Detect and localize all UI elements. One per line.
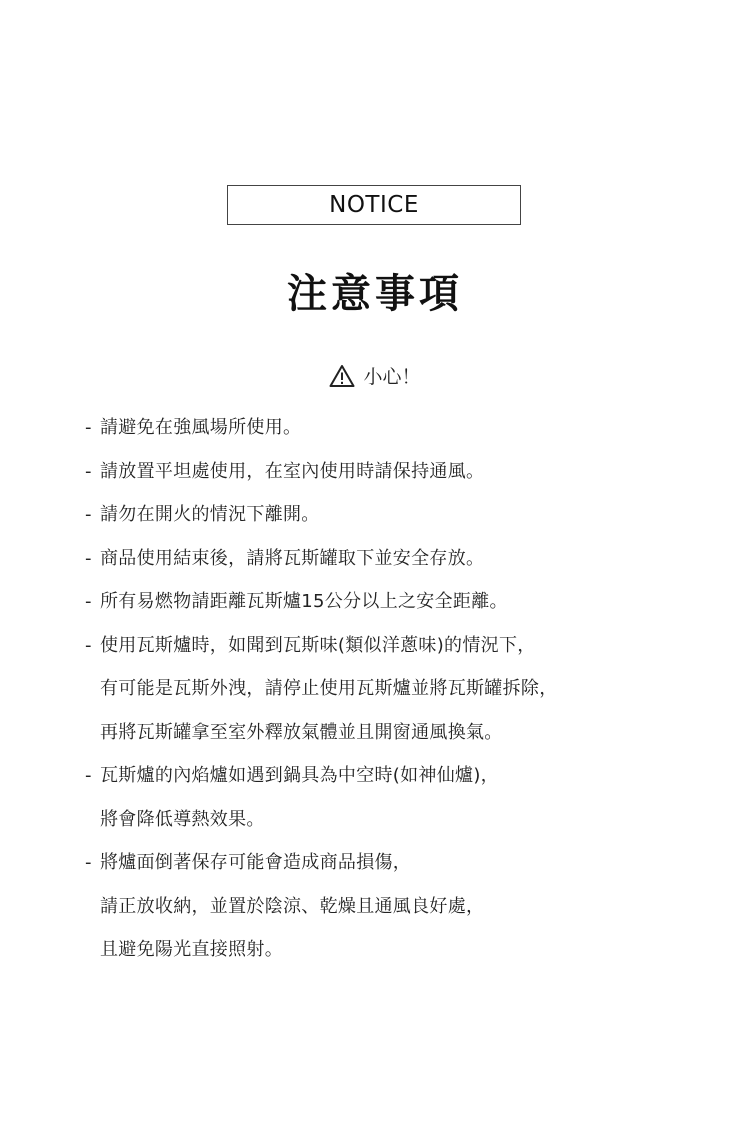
bullet-dash: - xyxy=(85,417,92,438)
bullet-dash: - xyxy=(85,504,92,525)
caution-heading xyxy=(0,362,750,389)
note-text: 瓦斯爐的內焰爐如遇到鍋具為中空時(如神仙爐)， xyxy=(100,765,499,786)
bullet-dash: - xyxy=(85,460,92,482)
warning-triangle-icon xyxy=(329,364,355,388)
note-text: 請勿在開火的情況下離開。 xyxy=(100,504,320,525)
note-item xyxy=(85,584,705,628)
note-continuation xyxy=(85,715,705,759)
bullet-dash: - xyxy=(85,547,92,569)
note-continuation xyxy=(85,671,705,715)
notes-list xyxy=(85,410,705,976)
note-item xyxy=(85,541,705,585)
note-text: 再將瓦斯罐拿至室外釋放氣體並且開窗通風換氣。 xyxy=(100,721,503,743)
note-text: 有可能是瓦斯外洩，請停止使用瓦斯爐並將瓦斯罐拆除， xyxy=(100,678,558,699)
note-text: 商品使用結束後，請將瓦斯罐取下並安全存放。 xyxy=(100,547,485,569)
note-item xyxy=(85,628,705,672)
notice-label: NOTICE xyxy=(227,185,521,225)
note-item xyxy=(85,454,705,498)
note-item xyxy=(85,497,705,541)
note-continuation xyxy=(85,889,705,933)
note-text: 請避免在強風場所使用。 xyxy=(100,417,302,438)
note-text: 請正放收納，並置於陰涼、乾燥且通風良好處， xyxy=(100,895,485,917)
note-item xyxy=(85,410,705,454)
bullet-dash: - xyxy=(85,591,92,612)
note-text: 且避免陽光直接照射。 xyxy=(100,939,283,960)
note-continuation xyxy=(85,802,705,846)
note-continuation xyxy=(85,932,705,976)
note-text: 請放置平坦處使用，在室內使用時請保持通風。 xyxy=(100,460,485,482)
note-text: 所有易燃物請距離瓦斯爐15公分以上之安全距離。 xyxy=(100,591,508,612)
bullet-dash: - xyxy=(85,852,92,873)
note-text: 將會降低導熱效果。 xyxy=(100,808,265,830)
note-item xyxy=(85,758,705,802)
caution-label: 小心！ xyxy=(363,366,421,388)
page-title: 注意事項 xyxy=(287,271,463,317)
note-text: 將爐面倒著保存可能會造成商品損傷， xyxy=(100,852,412,873)
bullet-dash: - xyxy=(85,634,92,656)
bullet-dash: - xyxy=(85,765,92,786)
note-item xyxy=(85,845,705,889)
note-text: 使用瓦斯爐時，如聞到瓦斯味(類似洋蔥味)的情況下， xyxy=(100,634,536,656)
